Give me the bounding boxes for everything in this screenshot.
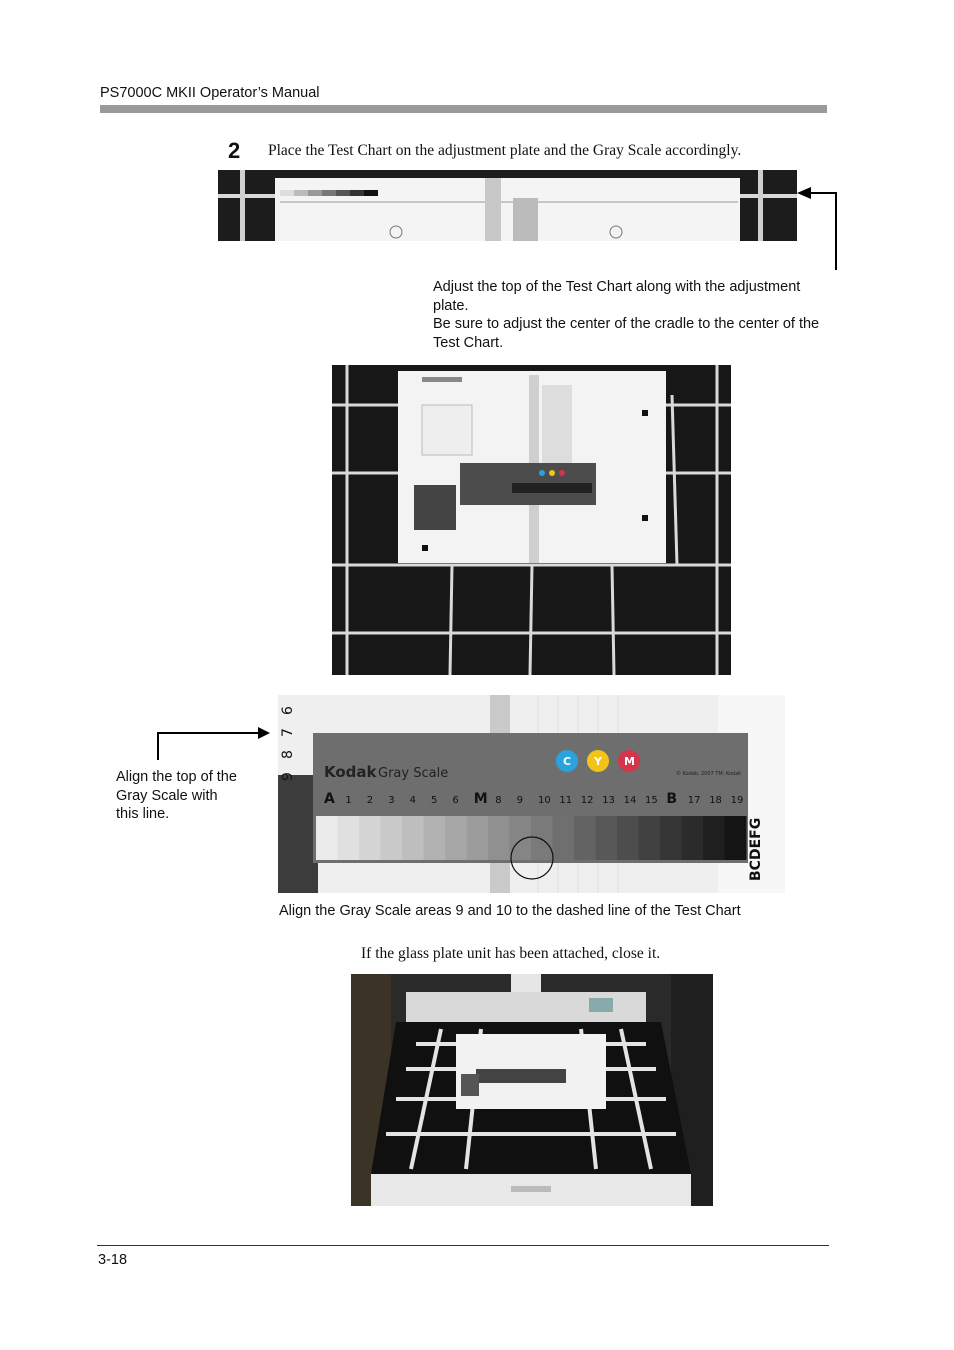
caption-line: Align the top of the [116, 769, 237, 785]
patch-label: 10 [538, 795, 551, 806]
arrow-left-icon [797, 187, 811, 199]
patch-label: 2 [366, 795, 374, 806]
gray-patch [574, 816, 596, 860]
patch-label: 14 [623, 795, 637, 806]
gray-patch [467, 816, 489, 860]
header-rule [100, 105, 827, 113]
arrow-right-icon [258, 727, 270, 739]
gray-patch [445, 816, 467, 860]
cyan-label: C [563, 755, 572, 768]
gray-patch [316, 816, 338, 860]
gray-patch [682, 816, 704, 860]
caption-line: Adjust the top of the Test Chart along with the adjustment [433, 279, 801, 295]
gray-patch [703, 816, 725, 860]
side-letters: BCDEFG [748, 817, 764, 881]
patch-label: A [324, 791, 335, 807]
patch-label: 15 [645, 795, 658, 806]
gray-patch [338, 816, 360, 860]
page-number: 3-18 [98, 1252, 128, 1268]
gray-scale-brand: Kodak [324, 763, 377, 781]
callout-line-horizontal [157, 732, 259, 734]
chart-number: 7 [280, 728, 296, 737]
patch-label: 3 [388, 795, 395, 806]
footer-rule [97, 1245, 829, 1246]
gray-patch [488, 816, 510, 860]
align-areas-caption: Align the Gray Scale areas 9 and 10 to the dashed line of the Test Chart [279, 903, 741, 919]
caption-line: Gray Scale with [116, 787, 218, 804]
patch-label: 18 [709, 795, 722, 806]
gray-patch [359, 816, 381, 860]
chart-number: 6 [280, 706, 296, 715]
patch-label: 13 [602, 795, 615, 806]
gray-patch [596, 816, 618, 860]
patch-label: B [666, 791, 678, 807]
yellow-label: Y [594, 755, 602, 768]
cradle-overview-photo [332, 365, 731, 675]
chart-number: 8 [280, 750, 296, 759]
callout-line-vertical [157, 733, 159, 760]
gray-scale-copyright: © Kodak, 2007 TM: Kodak [676, 771, 742, 777]
patch-label: 8 [495, 795, 502, 806]
step-instruction: Place the Test Chart on the adjustment plate and the Gray Scale accordingly. [268, 142, 742, 159]
gray-patch [381, 816, 403, 860]
gray-scale-name: Gray Scale [378, 766, 449, 781]
glass-plate-note: If the glass plate unit has been attached, close it. [361, 945, 661, 962]
patch-label: 9 [516, 795, 523, 806]
patch-label: 11 [559, 795, 573, 806]
adjust-top-caption [433, 278, 873, 352]
manual-title: PS7000C MKII Operator’s Manual [100, 85, 320, 101]
gray-scale-closeup-photo [278, 695, 785, 893]
patch-label: M [473, 791, 488, 807]
caption-line: plate. [433, 297, 469, 314]
test-chart-top-photo [218, 170, 797, 241]
gray-patch [402, 816, 424, 860]
callout-line-horizontal [810, 192, 837, 194]
gray-patch [660, 816, 682, 860]
step-number: 2 [228, 138, 241, 163]
gray-patch [553, 816, 575, 860]
gray-patch [424, 816, 446, 860]
caption-line: Be sure to adjust the center of the cradle to the center of the [433, 316, 820, 332]
gray-patch [531, 816, 553, 860]
patch-label: 12 [580, 795, 594, 806]
magenta-label: M [624, 755, 635, 768]
patch-label: 5 [431, 795, 438, 806]
gray-patch [510, 816, 532, 860]
callout-line-vertical [835, 193, 837, 270]
gray-patch [617, 816, 639, 860]
gray-patches [316, 816, 747, 860]
scanner-photo [351, 974, 713, 1206]
patch-label: 17 [687, 795, 701, 806]
patch-label: 1 [345, 795, 352, 806]
gray-patch [639, 816, 661, 860]
align-top-caption [116, 768, 276, 824]
patch-label: 19 [730, 795, 744, 806]
patch-label: 6 [452, 795, 459, 806]
chart-number: 9 [280, 772, 296, 781]
caption-line: Test Chart. [433, 334, 504, 351]
patch-label: 4 [409, 795, 416, 806]
caption-line: this line. [116, 806, 170, 822]
gray-patch [725, 816, 747, 860]
